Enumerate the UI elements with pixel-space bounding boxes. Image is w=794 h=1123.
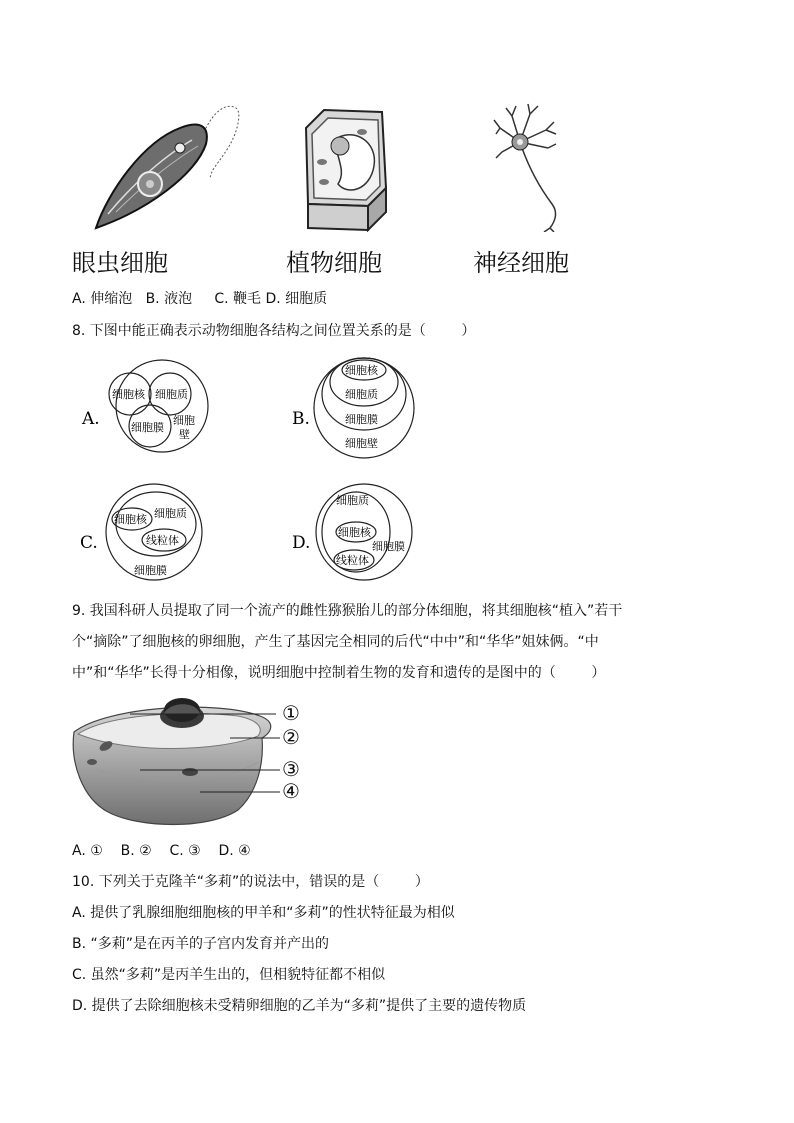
q9-stem-line-3: 中”和“华华”长得十分相像，说明细胞中控制着生物的发育和遗传的是图中的（ ） xyxy=(72,665,606,681)
q8-d-label-nucleus: 细胞核 xyxy=(338,526,371,539)
q8-c-label-membrane: 细胞膜 xyxy=(134,564,167,577)
q8-c-label-nucleus: 细胞核 xyxy=(114,513,147,526)
cell-label-4: ④ xyxy=(282,779,300,803)
q8-option-d-letter: D. xyxy=(292,533,311,553)
q8-c-label-cytoplasm: 细胞质 xyxy=(154,507,187,520)
q9-stem-line-2: 个“摘除”了细胞核的卵细胞，产生了基因完全相同的后代“中中”和“华华”姐妹俩。“中 xyxy=(72,634,599,650)
q8-b-label-wall: 细胞壁 xyxy=(345,437,378,450)
neuron-illustration xyxy=(490,100,570,232)
q10-option-d: D. 提供了去除细胞核未受精卵细胞的乙羊为“多莉”提供了主要的遗传物质 xyxy=(72,998,527,1014)
q9-stem-line-1: 9. 我国科研人员提取了同一个流产的雌性猕猴胎儿的部分体细胞，将其细胞核“植入”若干 xyxy=(72,603,623,619)
plant-cell-illustration xyxy=(294,106,394,232)
cell-label-3: ③ xyxy=(282,757,300,781)
q7-options: A. 伸缩泡 B. 液泡 C. 鞭毛 D. 细胞质 xyxy=(72,291,328,307)
q8-a-label-cytoplasm: 细胞质 xyxy=(155,388,188,401)
cell-label-1: ① xyxy=(282,701,300,725)
q9-options: A. ① B. ② C. ③ D. ④ xyxy=(72,843,251,859)
animal-cell-pointer-lines xyxy=(130,700,284,800)
q8-stem: 8. 下图中能正确表示动物细胞各结构之间位置关系的是（ ） xyxy=(72,323,476,339)
neuron-caption: 神经细胞 xyxy=(473,249,569,277)
q8-option-c-letter: C. xyxy=(80,533,98,553)
q8-c-label-mitochondria: 线粒体 xyxy=(146,534,179,547)
q8-d-label-cytoplasm: 细胞质 xyxy=(336,494,369,507)
q8-b-label-nucleus: 细胞核 xyxy=(345,364,378,377)
q8-option-d-diagram xyxy=(290,480,420,584)
q10-option-a: A. 提供了乳腺细胞细胞核的甲羊和“多莉”的性状特征最为相似 xyxy=(72,905,455,921)
plant-cell-caption: 植物细胞 xyxy=(286,249,382,277)
euglena-illustration xyxy=(88,102,244,234)
q8-option-c-diagram xyxy=(70,480,220,584)
q8-option-b-diagram xyxy=(290,354,420,462)
q10-option-c: C. 虽然“多莉”是丙羊生出的，但相貌特征都不相似 xyxy=(72,967,386,983)
q8-a-label-nucleus: 细胞核 xyxy=(112,388,145,401)
q8-option-b-letter: B. xyxy=(292,409,310,429)
q10-stem: 10. 下列关于克隆羊“多莉”的说法中，错误的是（ ） xyxy=(72,874,429,890)
cell-label-2: ② xyxy=(282,725,300,749)
q8-a-label-wall-2: 壁 xyxy=(179,428,190,441)
q8-b-label-cytoplasm: 细胞质 xyxy=(345,388,378,401)
q8-d-label-membrane: 细胞膜 xyxy=(372,540,405,553)
q10-option-b: B. “多莉”是在丙羊的子宫内发育并产出的 xyxy=(72,936,330,952)
euglena-caption: 眼虫细胞 xyxy=(72,249,168,277)
q8-option-a-diagram xyxy=(70,356,220,460)
q8-option-a-letter: A. xyxy=(82,409,100,429)
q8-b-label-membrane: 细胞膜 xyxy=(345,413,378,426)
q8-d-label-mitochondria: 线粒体 xyxy=(336,554,369,567)
q8-a-label-wall-1: 细胞 xyxy=(173,414,195,427)
q8-a-label-membrane: 细胞膜 xyxy=(131,421,164,434)
